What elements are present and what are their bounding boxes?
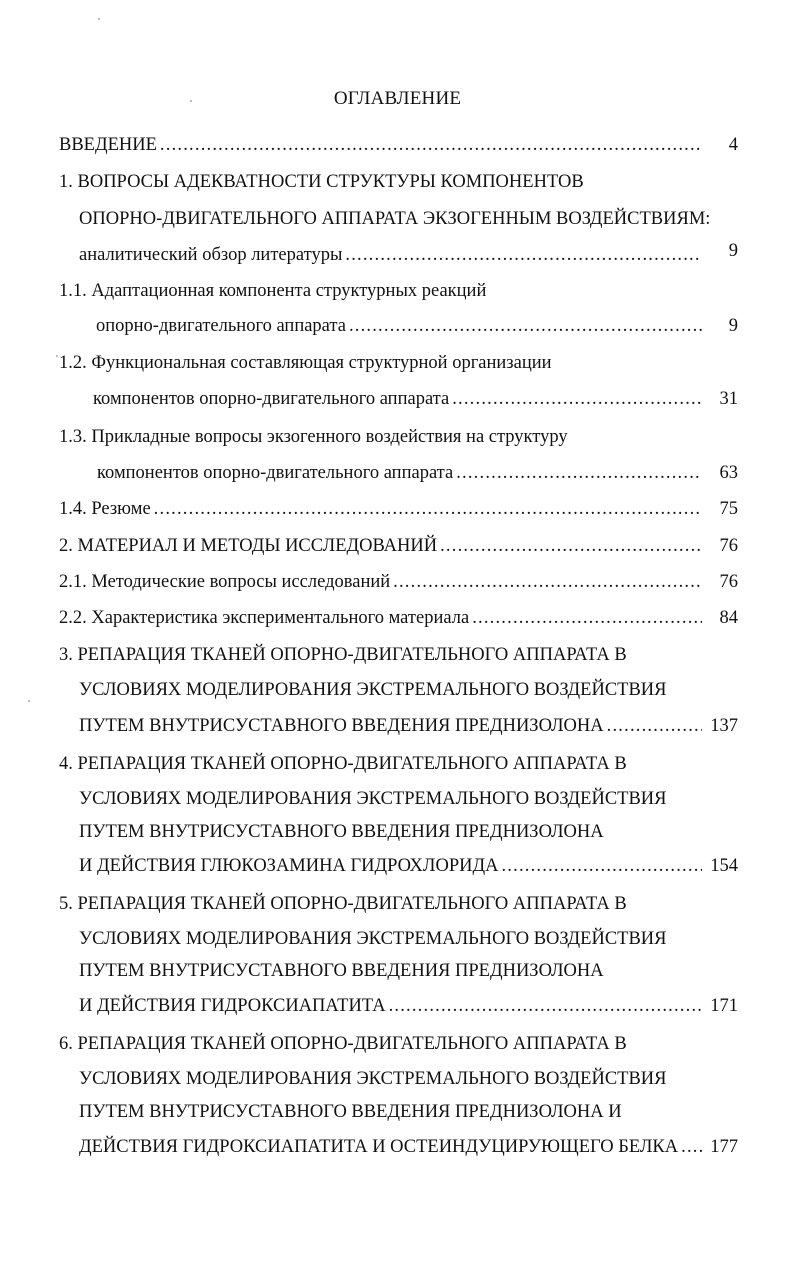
toc-entry-last-line — [93, 386, 705, 412]
toc-entry-last-line — [79, 993, 705, 1019]
toc-entry-text: ПУТЕМ ВНУТРИСУСТАВНОГО ВВЕДЕНИЯ ПРЕДНИЗОЛОНА — [79, 716, 604, 736]
toc-page-number: 76 — [719, 572, 738, 592]
toc-entry-line: 1. ВОПРОСЫ АДЕКВАТНОСТИ СТРУКТУРЫ КОМПОНЕНТОВ — [59, 172, 584, 192]
toc-entry-text: 2.2. Характеристика экспериментального материала — [59, 608, 470, 628]
toc-entry-text: ВВЕДЕНИЕ — [59, 135, 157, 155]
scan-speck — [28, 700, 30, 702]
toc-entry-line: ПУТЕМ ВНУТРИСУСТАВНОГО ВВЕДЕНИЯ ПРЕДНИЗОЛОНА — [79, 822, 604, 842]
leader-dots — [393, 569, 702, 595]
toc-entry-last-line — [79, 242, 705, 268]
toc-page-number: 31 — [719, 389, 738, 409]
leader-dots — [440, 533, 702, 559]
leader-dots — [154, 496, 702, 522]
toc-entry-line: УСЛОВИЯХ МОДЕЛИРОВАНИЯ ЭКСТРЕМАЛЬНОГО ВОЗДЕЙСТВИЯ — [79, 680, 667, 700]
toc-entry-text: 1.4. Резюме — [59, 499, 151, 519]
leader-dots — [160, 132, 702, 158]
toc-entry-line: 6. РЕПАРАЦИЯ ТКАНЕЙ ОПОРНО-ДВИГАТЕЛЬНОГО АППАРАТА В — [59, 1034, 627, 1054]
toc-page-number: 171 — [710, 996, 738, 1016]
toc-entry-line: 1.3. Прикладные вопросы экзогенного воздействия на структуру — [59, 427, 568, 447]
toc-entry-last-line — [96, 313, 705, 339]
toc-page-number: 76 — [719, 536, 738, 556]
toc-entry-line: ПУТЕМ ВНУТРИСУСТАВНОГО ВВЕДЕНИЯ ПРЕДНИЗОЛОНА — [79, 961, 604, 981]
toc-entry-text: аналитический обзор литературы — [79, 245, 343, 265]
scan-speck — [98, 18, 100, 20]
toc-entry-text: И ДЕЙСТВИЯ ГЛЮКОЗАМИНА ГИДРОХЛОРИДА — [79, 856, 499, 876]
toc-page-number: 75 — [719, 499, 738, 519]
toc-entry-line: 5. РЕПАРАЦИЯ ТКАНЕЙ ОПОРНО-ДВИГАТЕЛЬНОГО АППАРАТА В — [59, 894, 627, 914]
toc-entry-line: ПУТЕМ ВНУТРИСУСТАВНОГО ВВЕДЕНИЯ ПРЕДНИЗОЛОНА И — [79, 1102, 622, 1122]
toc-entry-text: И ДЕЙСТВИЯ ГИДРОКСИАПАТИТА — [79, 996, 386, 1016]
leader-dots — [452, 386, 702, 412]
toc-entry-section-2-2 — [59, 605, 705, 631]
toc-entry-text: компонентов опорно-двигательного аппарата — [97, 463, 454, 483]
scan-speck — [190, 100, 192, 102]
toc-entry-chapter-2 — [59, 533, 705, 559]
toc-page-number: 63 — [719, 463, 738, 483]
toc-entry-line: 1.2. Функциональная составляющая структурной организации — [59, 353, 552, 373]
leader-dots — [607, 713, 702, 739]
toc-page-number: 84 — [719, 608, 738, 628]
toc-entry-line: 1.1. Адаптационная компонента структурных реакций — [59, 281, 487, 301]
toc-entry-line: УСЛОВИЯХ МОДЕЛИРОВАНИЯ ЭКСТРЕМАЛЬНОГО ВОЗДЕЙСТВИЯ — [79, 1069, 667, 1089]
toc-entry-last-line — [79, 853, 705, 879]
toc-page-number: 154 — [710, 856, 738, 876]
toc-entry-summary — [59, 496, 705, 522]
toc-entry-text: ДЕЙСТВИЯ ГИДРОКСИАПАТИТА И ОСТЕИНДУЦИРУЮЩЕГО БЕЛКА — [79, 1137, 679, 1157]
leader-dots — [456, 460, 702, 486]
toc-page-number: 137 — [710, 716, 738, 736]
leader-dots — [681, 1134, 702, 1160]
toc-page-number: 9 — [728, 241, 738, 261]
toc-entry-last-line — [79, 713, 705, 739]
toc-entry-line: УСЛОВИЯХ МОДЕЛИРОВАНИЯ ЭКСТРЕМАЛЬНОГО ВОЗДЕЙСТВИЯ — [79, 929, 667, 949]
toc-entry-line: ОПОРНО-ДВИГАТЕЛЬНОГО АППАРАТА ЭКЗОГЕННЫМ ВОЗДЕЙСТВИЯМ: — [79, 209, 711, 229]
toc-entry-text: компонентов опорно-двигательного аппарата — [93, 389, 450, 409]
leader-dots — [501, 853, 702, 879]
toc-page-number: 177 — [710, 1137, 738, 1157]
toc-entry-introduction — [59, 132, 705, 158]
toc-entry-text: 2.1. Методические вопросы исследований — [59, 572, 391, 592]
toc-entry-line: 4. РЕПАРАЦИЯ ТКАНЕЙ ОПОРНО-ДВИГАТЕЛЬНОГО АППАРАТА В — [59, 754, 627, 774]
scan-speck — [56, 355, 58, 357]
leader-dots — [472, 605, 702, 631]
toc-page-number: 4 — [728, 135, 738, 155]
leader-dots — [389, 993, 702, 1019]
toc-entry-text: 2. МАТЕРИАЛ И МЕТОДЫ ИССЛЕДОВАНИЙ — [59, 536, 438, 556]
toc-entry-text: опорно-двигательного аппарата — [96, 316, 346, 336]
toc-entry-last-line — [97, 460, 705, 486]
leader-dots — [349, 313, 702, 339]
page-title: ОГЛАВЛЕНИЕ — [333, 88, 462, 109]
toc-page-number: 9 — [728, 316, 738, 336]
toc-entry-line: УСЛОВИЯХ МОДЕЛИРОВАНИЯ ЭКСТРЕМАЛЬНОГО ВОЗДЕЙСТВИЯ — [79, 789, 667, 809]
toc-entry-section-2-1 — [59, 569, 705, 595]
toc-entry-line: 3. РЕПАРАЦИЯ ТКАНЕЙ ОПОРНО-ДВИГАТЕЛЬНОГО АППАРАТА В — [59, 645, 627, 665]
toc-entry-last-line — [79, 1134, 705, 1160]
leader-dots — [345, 242, 702, 268]
